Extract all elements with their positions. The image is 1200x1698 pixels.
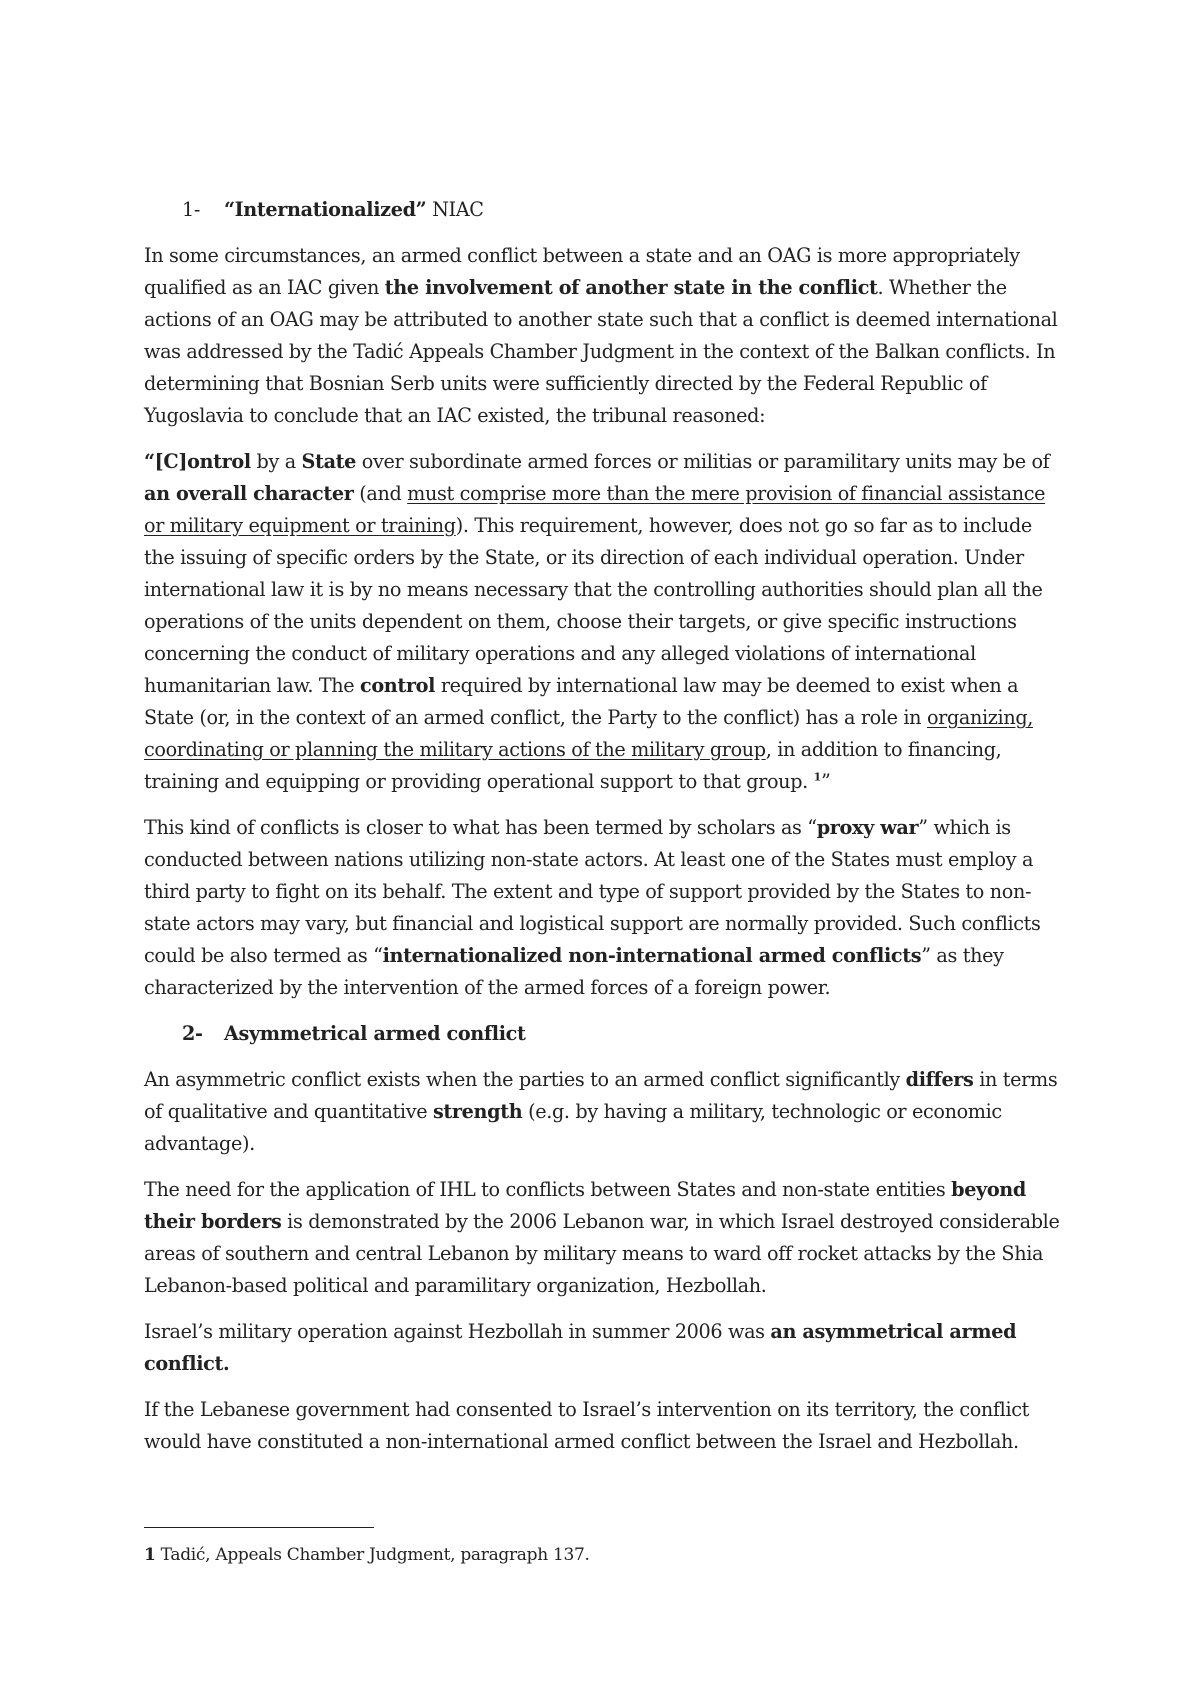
quote-bold-1: “[C]ontrol	[144, 450, 251, 473]
quote-bold-3: an overall character	[144, 482, 354, 505]
lebanon-text-1: The need for the application of IHL to conflicts between States and non-state entities	[144, 1178, 952, 1201]
footnote-number: 1	[144, 1545, 156, 1565]
asym-text-1: An asymmetric conflict exists when the parties to an armed conflict significantly	[144, 1068, 906, 1091]
proxy-text-3: ” as they characterized by the intervention of the armed forces of a foreign power.	[144, 944, 1004, 999]
israel-bold-1: an asymmetrical armed conflict.	[144, 1320, 1017, 1375]
section-1-heading	[144, 194, 1064, 226]
paragraph-lebanon-war	[144, 1174, 1064, 1302]
asym-text-2: in terms of qualitative and quantitative	[144, 1068, 1058, 1123]
quote-text-5: required by international law may be deemed to exist when a State (or, in the context of an armed conflict, the Party to the conflict) has a role in	[144, 674, 1019, 729]
proxy-bold-2: internationalized non-international armed conflicts	[382, 944, 922, 967]
quote-underline-2: organizing, coordinating or planning the military actions of the military group	[144, 706, 1034, 761]
asym-text-3: (e.g. by having a military, technologic or economic advantage).	[144, 1100, 1002, 1155]
quote-bold-4: control	[360, 674, 436, 697]
intro-bold-1: the involvement of another state in the conflict	[384, 276, 878, 299]
section-2-heading	[144, 1018, 1064, 1050]
israel-text-1: Israel’s military operation against Hezbollah in summer 2006 was	[144, 1320, 771, 1343]
footnote-reference[interactable]: 1	[813, 770, 821, 784]
section-2-title: Asymmetrical armed conflict	[224, 1022, 526, 1045]
quote-text-1: by a	[250, 450, 302, 473]
footnote	[144, 1542, 1064, 1568]
section-1-title-quoted: “Internationalized”	[224, 198, 427, 221]
quote-text-7: ”	[820, 770, 831, 793]
intro-text-2: . Whether the actions of an OAG may be attributed to another state such that a conflict is deemed international was addressed by the Tadić Appeals Chamber Judgment in the context of the Balkan conflicts. In determining that Bosnian Serb units were sufficiently directed by the Federal Republic of Yugoslavia to conclude that an IAC existed, the tribunal reasoned:	[144, 276, 1058, 427]
paragraph-consent: If the Lebanese government had consented to Israel’s intervention on its territory, the conflict would have constituted a non-international armed conflict between the Israel and Hezbollah.	[144, 1398, 1030, 1453]
lebanon-bold-1: beyond their borders	[144, 1178, 1026, 1233]
paragraph-proxy-war	[144, 812, 1064, 1004]
lebanon-text-2: is demonstrated by the 2006 Lebanon war, in which Israel destroyed considerable areas of southern and central Lebanon by military means to ward off rocket attacks by the Shia Lebanon-based political and paramilitary organization, Hezbollah.	[144, 1210, 1060, 1297]
paragraph-intro	[144, 240, 1064, 432]
proxy-text-1: This kind of conflicts is closer to what has been termed by scholars as “	[144, 816, 817, 839]
intro-text-1: In some circumstances, an armed conflict between a state and an OAG is more appropriately qualified as an IAC given	[144, 244, 1020, 299]
footnote-text: Tadić, Appeals Chamber Judgment, paragraph 137.	[155, 1545, 590, 1565]
quote-text-2: over subordinate armed forces or militias or paramilitary units may be of	[356, 450, 1050, 473]
paragraph-israel-operation	[144, 1316, 1064, 1380]
asym-bold-2: strength	[432, 1100, 523, 1123]
section-1-number: 1-	[182, 198, 200, 221]
asym-bold-1: differs	[905, 1068, 974, 1091]
proxy-text-2: ” which is conducted between nations utilizing non-state actors. At least one of the States must employ a third party to fight on its behalf. The extent and type of support provided by the States to non-state actors may vary, but financial and logistical support are normally provided. Such conflicts could be also termed as “	[144, 816, 1041, 967]
quote-text-3: (and	[353, 482, 408, 505]
paragraph-quote	[144, 446, 1064, 798]
paragraph-asymmetric-definition	[144, 1064, 1064, 1160]
footnote-separator	[144, 1527, 374, 1528]
proxy-bold-1: proxy war	[816, 816, 919, 839]
quote-bold-2: State	[301, 450, 357, 473]
quote-text-4: ). This requirement, however, does not go so far as to include the issuing of specific orders by the State, or its direction of each individual operation. Under international law it is by no means necessary that the controlling authorities should plan all the operations of the units dependent on them, choose their targets, or give specific instructions concerning the conduct of military operations and any alleged violations of international humanitarian law. The	[144, 514, 1043, 697]
document-body	[144, 194, 1064, 1472]
section-2-number: 2-	[182, 1022, 203, 1045]
section-1-title-rest: NIAC	[426, 198, 484, 221]
quote-text-6: , in addition to financing, training and equipping or providing operational support to that group.	[144, 738, 1002, 793]
quote-underline-1: must comprise more than the mere provision of financial assistance or military equipment or training	[144, 482, 1046, 537]
